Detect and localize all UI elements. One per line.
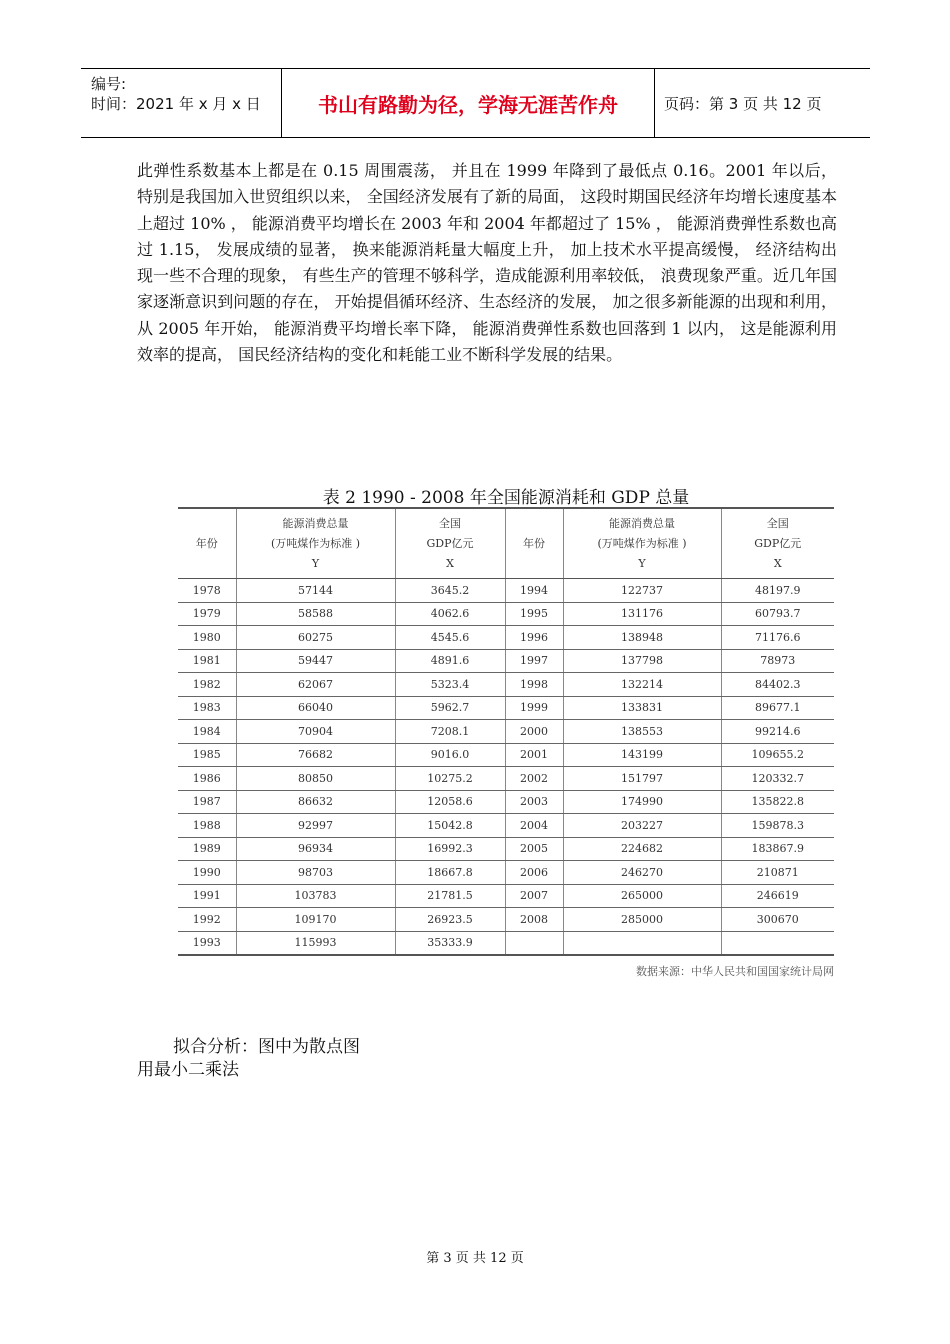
table-cell: 137798 <box>563 649 721 673</box>
table-cell: 138948 <box>563 626 721 650</box>
table-cell: 60793.7 <box>721 602 834 626</box>
table-cell: 1992 <box>178 908 236 932</box>
table-row <box>178 861 834 885</box>
table-cell: 10275.2 <box>395 767 505 791</box>
table-row <box>178 626 834 650</box>
table-cell: 99214.6 <box>721 720 834 744</box>
table-cell: 183867.9 <box>721 837 834 861</box>
header-energy: 能源消费总量 (万吨煤作为标准 ) Y <box>236 508 395 579</box>
table-cell: 109170 <box>236 908 395 932</box>
table-cell: 120332.7 <box>721 767 834 791</box>
header-gdp: 全国 GDP亿元 X <box>721 508 834 579</box>
table-cell: 76682 <box>236 743 395 767</box>
table-row <box>178 602 834 626</box>
table-cell: 2000 <box>505 720 563 744</box>
table-cell: 4891.6 <box>395 649 505 673</box>
table-cell: 210871 <box>721 861 834 885</box>
header-gdp: 全国 GDP亿元 X <box>395 508 505 579</box>
table-caption: 表 2 1990 - 2008 年全国能源消耗和 GDP 总量 <box>322 488 690 508</box>
table-cell: 2003 <box>505 790 563 814</box>
table-cell: 4545.6 <box>395 626 505 650</box>
table-cell: 265000 <box>563 884 721 908</box>
table-cell: 89677.1 <box>721 696 834 720</box>
table-cell: 1987 <box>178 790 236 814</box>
time-label: 时间：2021 年 x 月 x 日 <box>91 95 261 113</box>
table-cell: 1999 <box>505 696 563 720</box>
table-cell: 1997 <box>505 649 563 673</box>
table-cell: 151797 <box>563 767 721 791</box>
table-cell <box>721 931 834 955</box>
table-cell: 115993 <box>236 931 395 955</box>
table-cell: 71176.6 <box>721 626 834 650</box>
table-row <box>178 649 834 673</box>
table-cell: 59447 <box>236 649 395 673</box>
table-row <box>178 696 834 720</box>
header-meta-cell <box>81 69 282 137</box>
table-cell: 5962.7 <box>395 696 505 720</box>
table-row <box>178 673 834 697</box>
motto: 书山有路勤为径，学海无涯苦作舟 <box>282 69 655 137</box>
table-cell: 1993 <box>178 931 236 955</box>
table-cell: 16992.3 <box>395 837 505 861</box>
table-row <box>178 814 834 838</box>
table-cell: 84402.3 <box>721 673 834 697</box>
table-cell: 9016.0 <box>395 743 505 767</box>
table-row <box>178 884 834 908</box>
table-cell: 224682 <box>563 837 721 861</box>
table-cell: 12058.6 <box>395 790 505 814</box>
table-cell: 15042.8 <box>395 814 505 838</box>
body-paragraph: 此弹性系数基本上都是在 0.15 周围震荡， 并且在 1999 年降到了最低点 0.16。2001 年以后， 特别是我国加入世贸组织以来， 全国经济发展有了新的局面， 这段时期国民经济年均增长速度基本上超过 10% ， 能源消费平均增长在 2003 年和 2004 年都超过了 15% ， 能源消费弹性系数也高过 1.15， 发展成绩的显著， 换来能源消耗量大幅度上升， 加上技术水平提高缓慢， 经济结构出现一些不合理的现象， 有些生产的管理不够科学，造成能源利用率较低， 浪费现象严重。近几年国家逐渐意识到问题的存在， 开始提倡循环经济、生态经济的发展， 加之很多新能源的出现和利用， 从 2005 年开始， 能源消费平均增长率下降， 能源消费弹性系数也回落到 1 以内， 这是能源利用效率的提高， 国民经济结构的变化和耗能工业不断科学发展的结果。 <box>137 161 837 365</box>
table-cell: 103783 <box>236 884 395 908</box>
table-cell: 2008 <box>505 908 563 932</box>
table-cell: 2001 <box>505 743 563 767</box>
table-cell: 138553 <box>563 720 721 744</box>
table-row <box>178 720 834 744</box>
table-cell: 2007 <box>505 884 563 908</box>
table-cell: 174990 <box>563 790 721 814</box>
table-cell: 60275 <box>236 626 395 650</box>
energy-gdp-table <box>178 507 834 956</box>
header-energy: 能源消费总量 (万吨煤作为标准 ) Y <box>563 508 721 579</box>
table-cell: 246270 <box>563 861 721 885</box>
table-row <box>178 743 834 767</box>
table-cell: 1989 <box>178 837 236 861</box>
table-cell: 246619 <box>721 884 834 908</box>
header-box <box>81 68 870 138</box>
header-year: 年份 <box>178 508 236 579</box>
table-cell: 122737 <box>563 579 721 603</box>
table-cell: 58588 <box>236 602 395 626</box>
table-cell: 203227 <box>563 814 721 838</box>
table-cell: 7208.1 <box>395 720 505 744</box>
table-cell: 1978 <box>178 579 236 603</box>
table-cell: 132214 <box>563 673 721 697</box>
analysis-line: 拟合分析：图中为散点图 <box>173 1037 360 1057</box>
table-cell: 21781.5 <box>395 884 505 908</box>
table-cell: 70904 <box>236 720 395 744</box>
table-cell: 1996 <box>505 626 563 650</box>
table-cell: 1979 <box>178 602 236 626</box>
table-cell: 1998 <box>505 673 563 697</box>
table-cell: 48197.9 <box>721 579 834 603</box>
table-cell: 1988 <box>178 814 236 838</box>
table-cell: 1994 <box>505 579 563 603</box>
table-cell: 26923.5 <box>395 908 505 932</box>
table-cell: 133831 <box>563 696 721 720</box>
table-cell: 57144 <box>236 579 395 603</box>
table-cell: 1991 <box>178 884 236 908</box>
table-cell: 98703 <box>236 861 395 885</box>
table-cell: 18667.8 <box>395 861 505 885</box>
header-year: 年份 <box>505 508 563 579</box>
method-line: 用最小二乘法 <box>137 1060 239 1080</box>
table-cell: 2005 <box>505 837 563 861</box>
table-cell: 135822.8 <box>721 790 834 814</box>
table-cell: 78973 <box>721 649 834 673</box>
page-footer: 第 3 页 共 12 页 <box>426 1251 524 1266</box>
table-cell: 1986 <box>178 767 236 791</box>
table-row <box>178 790 834 814</box>
table-cell: 1983 <box>178 696 236 720</box>
table-header-row <box>178 508 834 579</box>
table-cell <box>563 931 721 955</box>
table-cell <box>505 931 563 955</box>
table-cell: 285000 <box>563 908 721 932</box>
table-cell: 1995 <box>505 602 563 626</box>
table-cell: 96934 <box>236 837 395 861</box>
data-source: 数据来源：中华人民共和国国家统计局网 <box>636 965 834 978</box>
table-cell: 66040 <box>236 696 395 720</box>
table-cell: 2004 <box>505 814 563 838</box>
table-cell: 1984 <box>178 720 236 744</box>
table-row <box>178 579 834 603</box>
table-cell: 5323.4 <box>395 673 505 697</box>
table-cell: 92997 <box>236 814 395 838</box>
table-cell: 131176 <box>563 602 721 626</box>
table-cell: 1981 <box>178 649 236 673</box>
table-cell: 1985 <box>178 743 236 767</box>
table-cell: 3645.2 <box>395 579 505 603</box>
number-label: 编号: <box>91 75 127 93</box>
table-cell: 4062.6 <box>395 602 505 626</box>
table-row <box>178 837 834 861</box>
page-label: 页码：第 3 页 共 12 页 <box>664 94 822 113</box>
table-cell: 143199 <box>563 743 721 767</box>
table-row <box>178 908 834 932</box>
table-cell: 1980 <box>178 626 236 650</box>
table-cell: 35333.9 <box>395 931 505 955</box>
table-cell: 62067 <box>236 673 395 697</box>
table-cell: 2002 <box>505 767 563 791</box>
table-cell: 86632 <box>236 790 395 814</box>
table-cell: 300670 <box>721 908 834 932</box>
table-row <box>178 767 834 791</box>
table-cell: 1982 <box>178 673 236 697</box>
table-cell: 109655.2 <box>721 743 834 767</box>
table-cell: 80850 <box>236 767 395 791</box>
table-row <box>178 931 834 955</box>
table-cell: 2006 <box>505 861 563 885</box>
table-cell: 1990 <box>178 861 236 885</box>
table-cell: 159878.3 <box>721 814 834 838</box>
